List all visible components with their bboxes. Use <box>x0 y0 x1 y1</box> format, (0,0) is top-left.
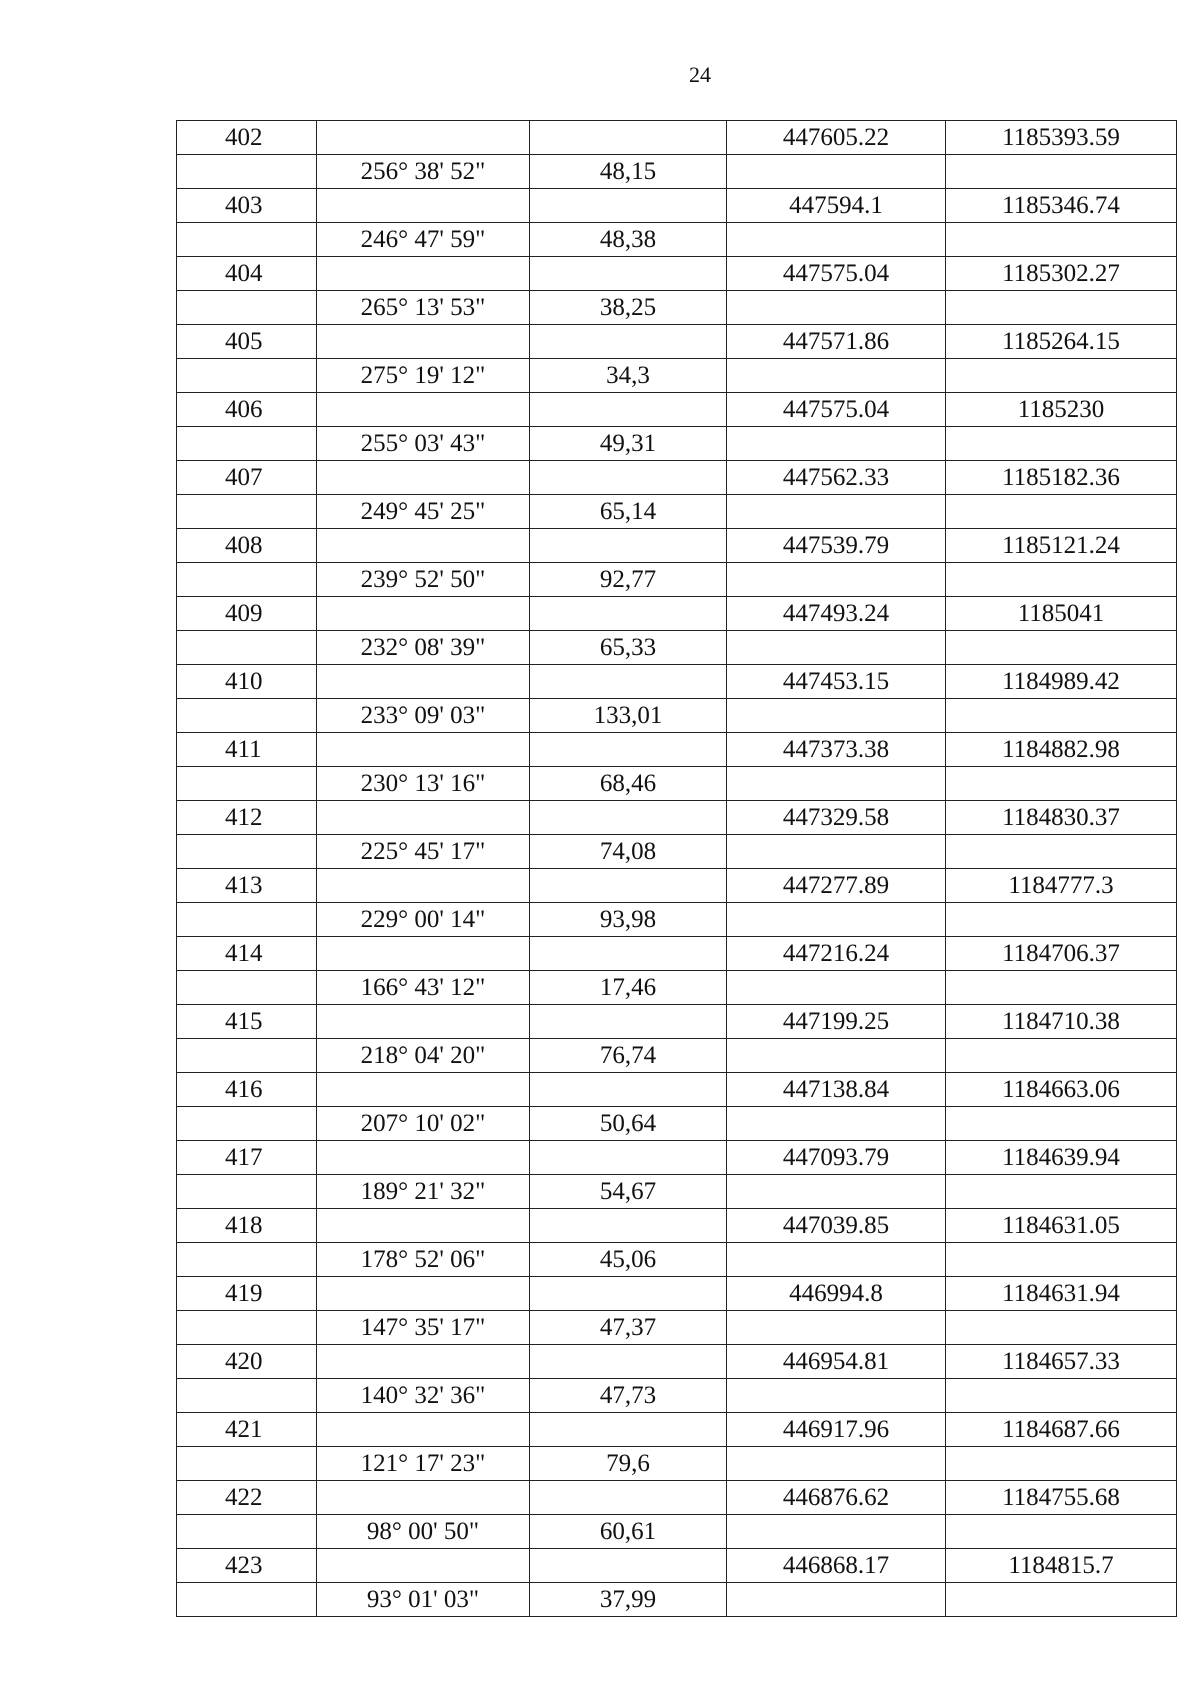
x-coordinate: 447562.33 <box>727 461 946 495</box>
empty-cell <box>177 1039 317 1073</box>
segment-row <box>177 1243 1177 1277</box>
x-coordinate: 447373.38 <box>727 733 946 767</box>
empty-cell <box>317 733 530 767</box>
segment-length: 54,67 <box>530 1175 727 1209</box>
empty-cell <box>946 1107 1177 1141</box>
point-row <box>177 461 1177 495</box>
point-number: 415 <box>177 1005 317 1039</box>
empty-cell <box>727 699 946 733</box>
point-number: 413 <box>177 869 317 903</box>
point-number: 417 <box>177 1141 317 1175</box>
empty-cell <box>177 1583 317 1617</box>
empty-cell <box>317 1277 530 1311</box>
empty-cell <box>177 1379 317 1413</box>
segment-row <box>177 1447 1177 1481</box>
x-coordinate: 447329.58 <box>727 801 946 835</box>
empty-cell <box>727 155 946 189</box>
point-number: 418 <box>177 1209 317 1243</box>
y-coordinate: 1184710.38 <box>946 1005 1177 1039</box>
point-number: 403 <box>177 189 317 223</box>
point-number: 422 <box>177 1481 317 1515</box>
empty-cell <box>530 869 727 903</box>
segment-row <box>177 155 1177 189</box>
direction-angle: 265° 13' 53" <box>317 291 530 325</box>
point-row <box>177 1005 1177 1039</box>
empty-cell <box>530 1209 727 1243</box>
point-number: 408 <box>177 529 317 563</box>
empty-cell <box>530 461 727 495</box>
segment-row <box>177 1379 1177 1413</box>
direction-angle: 93° 01' 03" <box>317 1583 530 1617</box>
x-coordinate: 447571.86 <box>727 325 946 359</box>
empty-cell <box>177 359 317 393</box>
y-coordinate: 1184777.3 <box>946 869 1177 903</box>
empty-cell <box>530 1141 727 1175</box>
empty-cell <box>946 1379 1177 1413</box>
x-coordinate: 447493.24 <box>727 597 946 631</box>
empty-cell <box>177 495 317 529</box>
point-number: 411 <box>177 733 317 767</box>
direction-angle: 140° 32' 36" <box>317 1379 530 1413</box>
segment-length: 93,98 <box>530 903 727 937</box>
empty-cell <box>946 223 1177 257</box>
empty-cell <box>727 1311 946 1345</box>
segment-row <box>177 971 1177 1005</box>
segment-row <box>177 1583 1177 1617</box>
empty-cell <box>177 155 317 189</box>
point-row <box>177 121 1177 155</box>
segment-length: 68,46 <box>530 767 727 801</box>
x-coordinate: 447575.04 <box>727 257 946 291</box>
empty-cell <box>530 189 727 223</box>
point-number: 410 <box>177 665 317 699</box>
segment-row <box>177 563 1177 597</box>
segment-row <box>177 1515 1177 1549</box>
empty-cell <box>317 1073 530 1107</box>
point-row <box>177 665 1177 699</box>
point-number: 407 <box>177 461 317 495</box>
empty-cell <box>530 665 727 699</box>
segment-length: 48,38 <box>530 223 727 257</box>
y-coordinate: 1184631.94 <box>946 1277 1177 1311</box>
empty-cell <box>946 1039 1177 1073</box>
empty-cell <box>530 733 727 767</box>
point-number: 416 <box>177 1073 317 1107</box>
point-row <box>177 1277 1177 1311</box>
direction-angle: 166° 43' 12" <box>317 971 530 1005</box>
empty-cell <box>530 597 727 631</box>
y-coordinate: 1184989.42 <box>946 665 1177 699</box>
y-coordinate: 1184882.98 <box>946 733 1177 767</box>
direction-angle: 239° 52' 50" <box>317 563 530 597</box>
y-coordinate: 1184657.33 <box>946 1345 1177 1379</box>
empty-cell <box>530 801 727 835</box>
x-coordinate: 446868.17 <box>727 1549 946 1583</box>
point-row <box>177 189 1177 223</box>
segment-row <box>177 495 1177 529</box>
empty-cell <box>530 1277 727 1311</box>
page-number: 24 <box>689 62 711 87</box>
empty-cell <box>727 1583 946 1617</box>
point-number: 414 <box>177 937 317 971</box>
segment-length: 50,64 <box>530 1107 727 1141</box>
segment-length: 48,15 <box>530 155 727 189</box>
x-coordinate: 446917.96 <box>727 1413 946 1447</box>
point-row <box>177 869 1177 903</box>
y-coordinate: 1185230 <box>946 393 1177 427</box>
segment-length: 37,99 <box>530 1583 727 1617</box>
point-row <box>177 1209 1177 1243</box>
empty-cell <box>530 257 727 291</box>
segment-row <box>177 1107 1177 1141</box>
empty-cell <box>317 325 530 359</box>
point-row <box>177 1073 1177 1107</box>
empty-cell <box>727 835 946 869</box>
point-number: 409 <box>177 597 317 631</box>
segment-length: 60,61 <box>530 1515 727 1549</box>
empty-cell <box>177 1175 317 1209</box>
empty-cell <box>177 291 317 325</box>
y-coordinate: 1184663.06 <box>946 1073 1177 1107</box>
empty-cell <box>317 937 530 971</box>
direction-angle: 218° 04' 20" <box>317 1039 530 1073</box>
empty-cell <box>727 1515 946 1549</box>
empty-cell <box>727 1175 946 1209</box>
empty-cell <box>530 1481 727 1515</box>
direction-angle: 147° 35' 17" <box>317 1311 530 1345</box>
x-coordinate: 447575.04 <box>727 393 946 427</box>
empty-cell <box>317 1549 530 1583</box>
empty-cell <box>727 1379 946 1413</box>
empty-cell <box>177 1447 317 1481</box>
segment-length: 38,25 <box>530 291 727 325</box>
x-coordinate: 446876.62 <box>727 1481 946 1515</box>
empty-cell <box>530 121 727 155</box>
segment-length: 92,77 <box>530 563 727 597</box>
empty-cell <box>946 1583 1177 1617</box>
empty-cell <box>177 1107 317 1141</box>
empty-cell <box>177 767 317 801</box>
direction-angle: 225° 45' 17" <box>317 835 530 869</box>
segment-row <box>177 1175 1177 1209</box>
segment-row <box>177 699 1177 733</box>
empty-cell <box>530 325 727 359</box>
empty-cell <box>177 835 317 869</box>
empty-cell <box>317 1141 530 1175</box>
direction-angle: 232° 08' 39" <box>317 631 530 665</box>
empty-cell <box>946 155 1177 189</box>
empty-cell <box>317 869 530 903</box>
empty-cell <box>317 1413 530 1447</box>
y-coordinate: 1185346.74 <box>946 189 1177 223</box>
segment-row <box>177 223 1177 257</box>
y-coordinate: 1185264.15 <box>946 325 1177 359</box>
direction-angle: 189° 21' 32" <box>317 1175 530 1209</box>
segment-row <box>177 767 1177 801</box>
point-row <box>177 937 1177 971</box>
segment-row <box>177 1311 1177 1345</box>
empty-cell <box>177 1515 317 1549</box>
direction-angle: 229° 00' 14" <box>317 903 530 937</box>
x-coordinate: 446954.81 <box>727 1345 946 1379</box>
empty-cell <box>317 1209 530 1243</box>
direction-angle: 98° 00' 50" <box>317 1515 530 1549</box>
segment-length: 47,37 <box>530 1311 727 1345</box>
point-number: 423 <box>177 1549 317 1583</box>
x-coordinate: 446994.8 <box>727 1277 946 1311</box>
direction-angle: 230° 13' 16" <box>317 767 530 801</box>
x-coordinate: 447093.79 <box>727 1141 946 1175</box>
point-number: 402 <box>177 121 317 155</box>
empty-cell <box>727 1107 946 1141</box>
empty-cell <box>946 1175 1177 1209</box>
point-row <box>177 801 1177 835</box>
segment-length: 79,6 <box>530 1447 727 1481</box>
y-coordinate: 1185393.59 <box>946 121 1177 155</box>
empty-cell <box>317 665 530 699</box>
empty-cell <box>177 903 317 937</box>
segment-row <box>177 631 1177 665</box>
empty-cell <box>727 971 946 1005</box>
point-row <box>177 529 1177 563</box>
empty-cell <box>946 767 1177 801</box>
direction-angle: 233° 09' 03" <box>317 699 530 733</box>
direction-angle: 178° 52' 06" <box>317 1243 530 1277</box>
empty-cell <box>946 1311 1177 1345</box>
empty-cell <box>317 1345 530 1379</box>
point-row <box>177 1549 1177 1583</box>
segment-row <box>177 359 1177 393</box>
segment-row <box>177 1039 1177 1073</box>
segment-length: 65,33 <box>530 631 727 665</box>
empty-cell <box>946 495 1177 529</box>
empty-cell <box>946 291 1177 325</box>
empty-cell <box>317 1481 530 1515</box>
point-number: 406 <box>177 393 317 427</box>
empty-cell <box>727 1039 946 1073</box>
x-coordinate: 447138.84 <box>727 1073 946 1107</box>
empty-cell <box>530 1345 727 1379</box>
empty-cell <box>530 393 727 427</box>
empty-cell <box>946 971 1177 1005</box>
empty-cell <box>727 495 946 529</box>
empty-cell <box>530 937 727 971</box>
empty-cell <box>177 1311 317 1345</box>
empty-cell <box>317 257 530 291</box>
empty-cell <box>317 597 530 631</box>
x-coordinate: 447039.85 <box>727 1209 946 1243</box>
empty-cell <box>946 1447 1177 1481</box>
empty-cell <box>727 291 946 325</box>
segment-row <box>177 835 1177 869</box>
point-row <box>177 1413 1177 1447</box>
empty-cell <box>727 631 946 665</box>
empty-cell <box>177 223 317 257</box>
empty-cell <box>727 1243 946 1277</box>
empty-cell <box>317 461 530 495</box>
y-coordinate: 1185041 <box>946 597 1177 631</box>
segment-length: 65,14 <box>530 495 727 529</box>
empty-cell <box>727 563 946 597</box>
segment-length: 133,01 <box>530 699 727 733</box>
empty-cell <box>177 1243 317 1277</box>
direction-angle: 249° 45' 25" <box>317 495 530 529</box>
y-coordinate: 1184706.37 <box>946 937 1177 971</box>
segment-length: 74,08 <box>530 835 727 869</box>
empty-cell <box>946 1515 1177 1549</box>
empty-cell <box>530 1549 727 1583</box>
segment-row <box>177 291 1177 325</box>
point-number: 405 <box>177 325 317 359</box>
x-coordinate: 447453.15 <box>727 665 946 699</box>
x-coordinate: 447539.79 <box>727 529 946 563</box>
point-number: 421 <box>177 1413 317 1447</box>
point-row <box>177 597 1177 631</box>
empty-cell <box>530 1413 727 1447</box>
coordinates-table <box>176 120 1177 1617</box>
empty-cell <box>727 903 946 937</box>
x-coordinate: 447277.89 <box>727 869 946 903</box>
direction-angle: 207° 10' 02" <box>317 1107 530 1141</box>
y-coordinate: 1184639.94 <box>946 1141 1177 1175</box>
empty-cell <box>727 1447 946 1481</box>
empty-cell <box>727 427 946 461</box>
empty-cell <box>177 427 317 461</box>
empty-cell <box>317 529 530 563</box>
point-number: 412 <box>177 801 317 835</box>
empty-cell <box>946 631 1177 665</box>
empty-cell <box>946 427 1177 461</box>
empty-cell <box>177 631 317 665</box>
direction-angle: 275° 19' 12" <box>317 359 530 393</box>
y-coordinate: 1185182.36 <box>946 461 1177 495</box>
x-coordinate: 447594.1 <box>727 189 946 223</box>
empty-cell <box>530 1073 727 1107</box>
empty-cell <box>317 393 530 427</box>
empty-cell <box>317 1005 530 1039</box>
point-number: 420 <box>177 1345 317 1379</box>
y-coordinate: 1185302.27 <box>946 257 1177 291</box>
segment-length: 45,06 <box>530 1243 727 1277</box>
direction-angle: 256° 38' 52" <box>317 155 530 189</box>
y-coordinate: 1185121.24 <box>946 529 1177 563</box>
direction-angle: 255° 03' 43" <box>317 427 530 461</box>
empty-cell <box>946 1243 1177 1277</box>
segment-length: 47,73 <box>530 1379 727 1413</box>
empty-cell <box>317 801 530 835</box>
empty-cell <box>530 529 727 563</box>
empty-cell <box>946 835 1177 869</box>
y-coordinate: 1184687.66 <box>946 1413 1177 1447</box>
point-row <box>177 1481 1177 1515</box>
point-row <box>177 257 1177 291</box>
x-coordinate: 447605.22 <box>727 121 946 155</box>
empty-cell <box>177 563 317 597</box>
point-row <box>177 1141 1177 1175</box>
point-number: 419 <box>177 1277 317 1311</box>
segment-row <box>177 427 1177 461</box>
empty-cell <box>727 767 946 801</box>
empty-cell <box>530 1005 727 1039</box>
empty-cell <box>317 121 530 155</box>
empty-cell <box>946 699 1177 733</box>
y-coordinate: 1184815.7 <box>946 1549 1177 1583</box>
empty-cell <box>946 903 1177 937</box>
point-row <box>177 393 1177 427</box>
empty-cell <box>177 699 317 733</box>
point-row <box>177 733 1177 767</box>
empty-cell <box>317 189 530 223</box>
coordinates-table-body <box>177 121 1177 1617</box>
empty-cell <box>177 971 317 1005</box>
segment-length: 76,74 <box>530 1039 727 1073</box>
y-coordinate: 1184631.05 <box>946 1209 1177 1243</box>
y-coordinate: 1184755.68 <box>946 1481 1177 1515</box>
direction-angle: 121° 17' 23" <box>317 1447 530 1481</box>
empty-cell <box>727 359 946 393</box>
y-coordinate: 1184830.37 <box>946 801 1177 835</box>
x-coordinate: 447199.25 <box>727 1005 946 1039</box>
empty-cell <box>946 359 1177 393</box>
segment-length: 49,31 <box>530 427 727 461</box>
segment-row <box>177 903 1177 937</box>
point-number: 404 <box>177 257 317 291</box>
direction-angle: 246° 47' 59" <box>317 223 530 257</box>
x-coordinate: 447216.24 <box>727 937 946 971</box>
empty-cell <box>727 223 946 257</box>
point-row <box>177 1345 1177 1379</box>
segment-length: 34,3 <box>530 359 727 393</box>
empty-cell <box>946 563 1177 597</box>
segment-length: 17,46 <box>530 971 727 1005</box>
point-row <box>177 325 1177 359</box>
